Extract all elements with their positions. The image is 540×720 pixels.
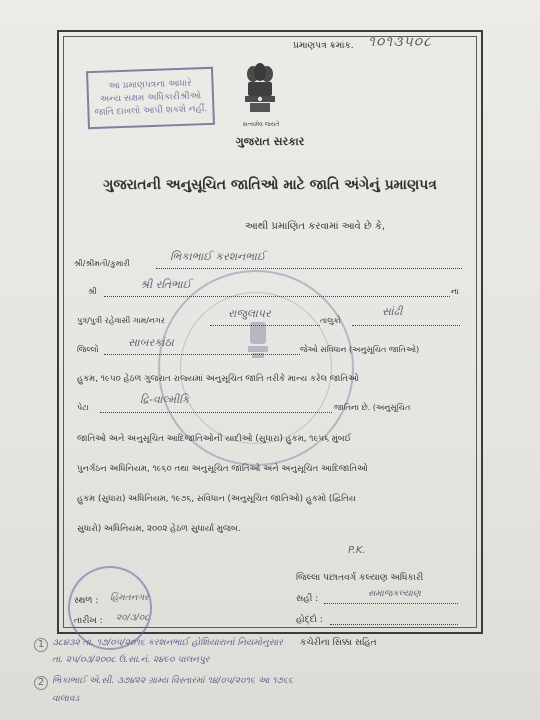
- date-label: તારીખ :: [74, 616, 103, 626]
- signature-scribble: P.K.: [348, 545, 366, 556]
- name-underline: [156, 268, 462, 269]
- footer-note: વાલાવડ: [52, 694, 80, 704]
- place-label: સ્થળ :: [74, 596, 99, 606]
- validity-stamp-line: અન્ય સક્ષમ અધિકારીશ્રીઓ: [99, 90, 202, 105]
- district-underline: [104, 354, 300, 355]
- body-line: હુકમ, ૧૯૫૦ હેઠળ ગુજરાત રાજ્યમાં અનુસૂચિત જાતિ તરીકે માન્ય કરેલ જાતિઓ: [77, 374, 359, 384]
- caste-value: દ્રિ-વાલ્મીકિ: [140, 393, 190, 406]
- sign-label: સહી :: [296, 594, 319, 604]
- certificate-title: ગુજરાતની અનુસૂચિત જાતિઓ માટે જાતિ અંગેનું પ્રમાણપત્ર: [103, 177, 437, 193]
- certificate-number-label: પ્રમાણપત્ર ક્રમાંક.: [293, 41, 354, 51]
- certify-line: આથી પ્રમાણિત કરવામાં આવે છે કે,: [245, 221, 386, 232]
- body-line: સુધારો) અધિનિયમ, ૨૦૦૨ હેઠળ સુધાર્યા મુજબ.: [77, 524, 241, 534]
- taluka-value: સાંઢી: [382, 305, 403, 318]
- caste-prefix: પેટા: [77, 403, 89, 412]
- father-suffix: ના: [451, 287, 459, 296]
- father-label: શ્રી: [88, 287, 97, 296]
- caste-suffix: જાતિના છે. (અનુસૂચિત: [334, 403, 411, 412]
- footer-note: ૩૮૪૩૨ તા. ૧૭/૦૫/૨૦૧૬ કરશનભાઈ હોશિયારાનાં નિયમોનુસાર: [52, 638, 283, 648]
- footer-note-number: 1: [34, 638, 48, 652]
- validity-stamp: [86, 67, 215, 129]
- taluka-label: તાલુકો: [320, 316, 341, 325]
- taluka-underline: [352, 325, 460, 326]
- office-seal-label: કચેરીના સિક્કા સહિત: [300, 638, 377, 648]
- district-suffix: જેઓ સંવિધાન (અનુસૂચિત જાતિઓ): [300, 345, 420, 354]
- designation-label: હોદ્દો :: [296, 615, 323, 625]
- father-underline: [104, 296, 450, 297]
- resident-value: રાજુલાપર: [228, 307, 271, 320]
- certificate-number-value: ૧૦૧૩૫૦૮: [368, 34, 432, 50]
- footer-note: ભિકાભાઈ એ.સી. ૩૭૪૨૨ ગ્રામ્ય વિસ્તારમાં ૧૪/૦૫/૨૦૧૬ આ ૧૭૬૬: [52, 676, 293, 686]
- name-value: ભિકાભાઈ કરશનભાઈ: [170, 250, 266, 263]
- date-value: ૨૦/૩/૦૮: [116, 613, 150, 623]
- officer-title: જિલ્લા પછાતવર્ગ કલ્યાણ અધિકારી: [296, 573, 424, 583]
- body-line: હુકમ (સુધારા) અધિનિયમ, ૧૯૭૬, સંવિધાન (અનુસૂચિત જાતિઓ) હુકમો (દ્વિતિય: [77, 494, 356, 504]
- sign-value: સમાજકલ્યાણ: [368, 589, 421, 599]
- validity-stamp-line: આ પ્રમાણપત્રના આધારે: [108, 78, 192, 91]
- sign-underline: [324, 603, 458, 604]
- body-line: જાતિઓ અને અનુસૂચિત આદિજાતિઓની યાદીઓ (સુધારા) હુકમ, ૧૯૫૬ મુંબઈ: [77, 434, 352, 444]
- national-emblem-icon: [242, 62, 278, 116]
- father-value: શ્રી રતિભાઈ: [140, 278, 192, 291]
- name-label: શ્રી/શ્રીમતી/કુમારી: [74, 259, 130, 268]
- designation-underline: [330, 624, 458, 625]
- resident-underline: [210, 325, 320, 326]
- caste-underline: [100, 412, 332, 413]
- place-value: હિંમતનગર: [110, 593, 149, 603]
- emblem-motto: સત્યમેવ જયતે: [242, 121, 280, 128]
- district-value: સાબરકાંઠા: [128, 336, 174, 349]
- body-line: પુનર્ગઠન અધિનિયમ, ૧૯૬૦ તથા અનુસૂચિત જાતિઓ અને અનુસૂચિત આદિજાતિઓ: [77, 464, 368, 474]
- footer-note: તા. ૨૫/૦૩/૨૦૦૮ ઉ.સા.નં. ૨૪૯૦ પાલનપુર: [52, 655, 210, 665]
- district-label: જિલ્લો: [77, 345, 99, 354]
- resident-label: પુત્ર/પુત્રી રહેવાસી ગામ/નગર: [77, 316, 165, 325]
- government-name: ગુજરાત સરકાર: [235, 135, 305, 148]
- validity-stamp-line: જાતિ દાખલો આપી શકશે નહીં.: [94, 103, 208, 118]
- footer-note-number: 2: [34, 676, 48, 690]
